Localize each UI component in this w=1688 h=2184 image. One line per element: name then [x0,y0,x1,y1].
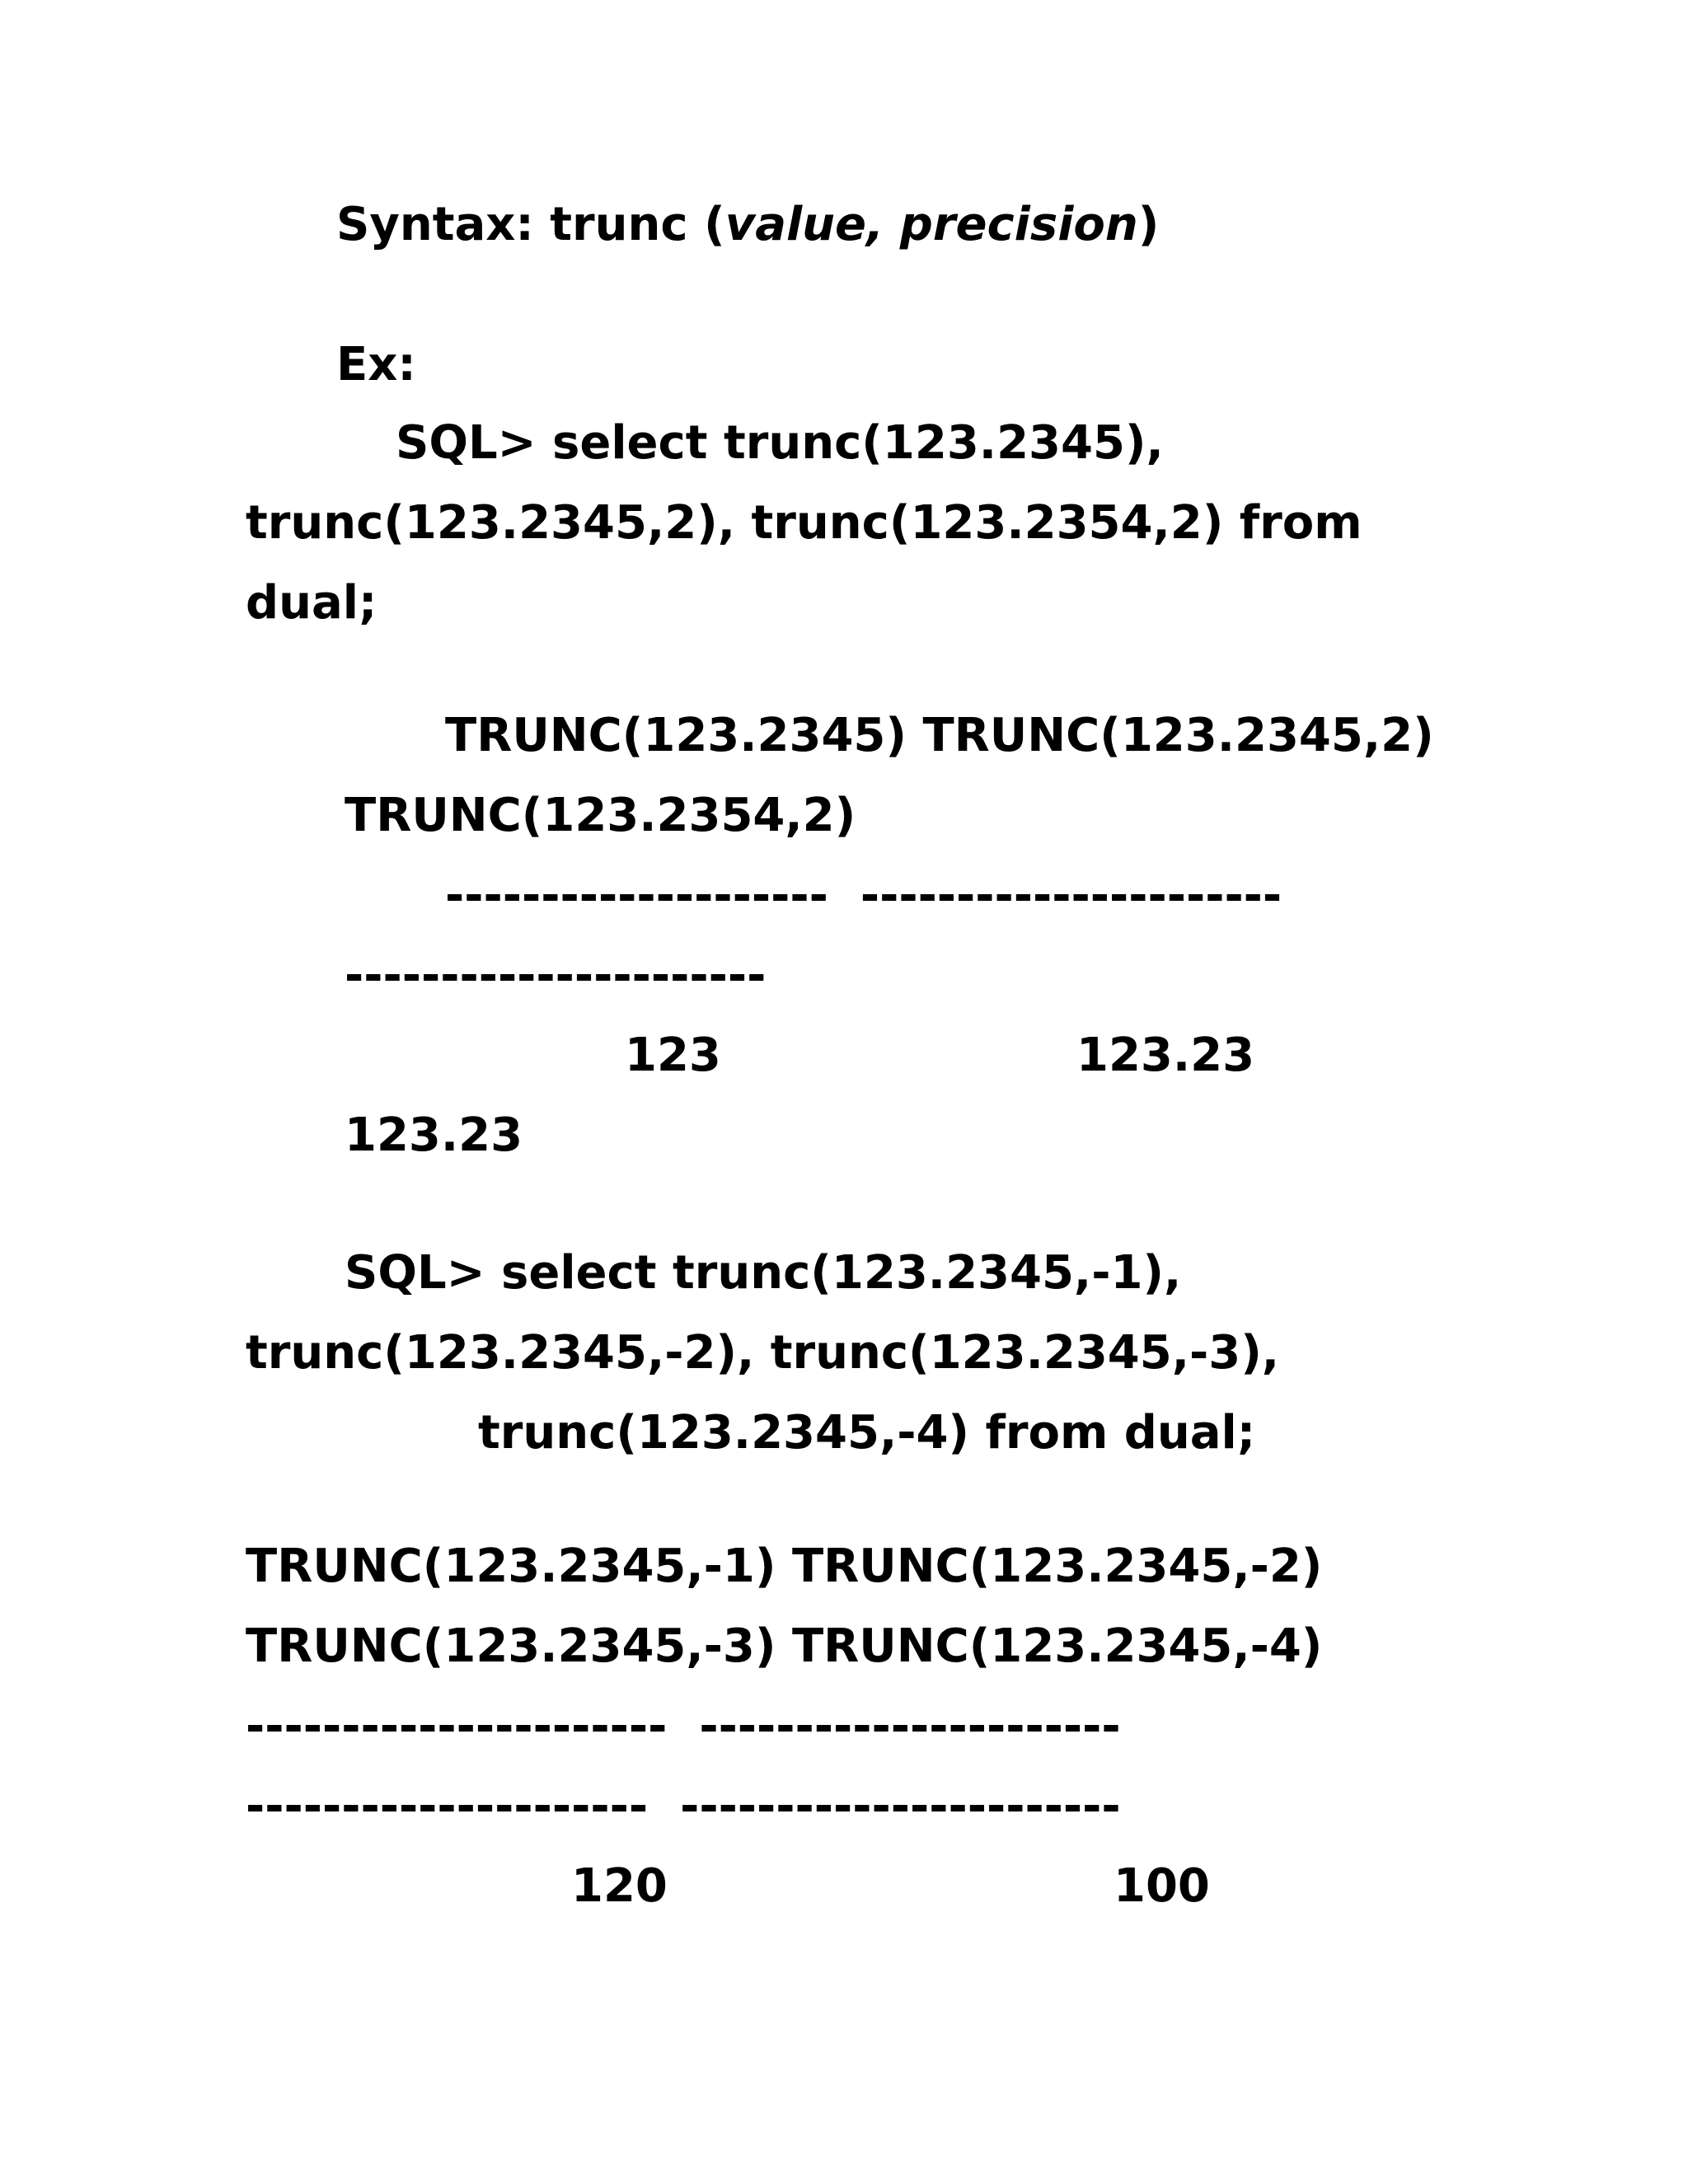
syntax-suffix: ) [1137,198,1160,251]
query1-line3: dual; [246,576,377,630]
query2-line3: trunc(123.2345,-4) from dual; [478,1406,1256,1460]
result1-value-1: 123 [625,1029,721,1082]
result2-dashes-a: ---------------------- ---------------------- [246,1699,1121,1753]
result1-value-2: 123.23 [1076,1029,1255,1082]
result2-dashes-b: --------------------- ----------------------- [246,1779,1121,1833]
result1-dashes-b: ---------------------- [345,949,767,1002]
result2-header-a: TRUNC(123.2345,-1) TRUNC(123.2345,-2) [246,1540,1323,1593]
result1-header-a: TRUNC(123.2345) TRUNC(123.2345,2) [445,709,1434,762]
query1-line2: trunc(123.2345,2), trunc(123.2354,2) from [246,496,1362,550]
syntax-args: value, precision [724,198,1138,251]
query1-line1: SQL> select trunc(123.2345), [396,416,1164,470]
query2-line1: SQL> select trunc(123.2345,-1), [345,1246,1182,1300]
result1-value-3: 123.23 [345,1108,523,1162]
query2-line2: trunc(123.2345,-2), trunc(123.2345,-3), [246,1326,1280,1380]
result2-value-2: 100 [1114,1859,1210,1913]
example-label: Ex: [336,338,416,391]
result1-dashes-a: -------------------- ---------------------- [445,869,1282,922]
syntax-line [336,196,1159,254]
result2-value-1: 120 [571,1859,668,1913]
result2-header-b: TRUNC(123.2345,-3) TRUNC(123.2345,-4) [246,1619,1323,1673]
syntax-prefix: Syntax: trunc ( [336,198,725,251]
result1-header-b: TRUNC(123.2354,2) [345,789,856,842]
